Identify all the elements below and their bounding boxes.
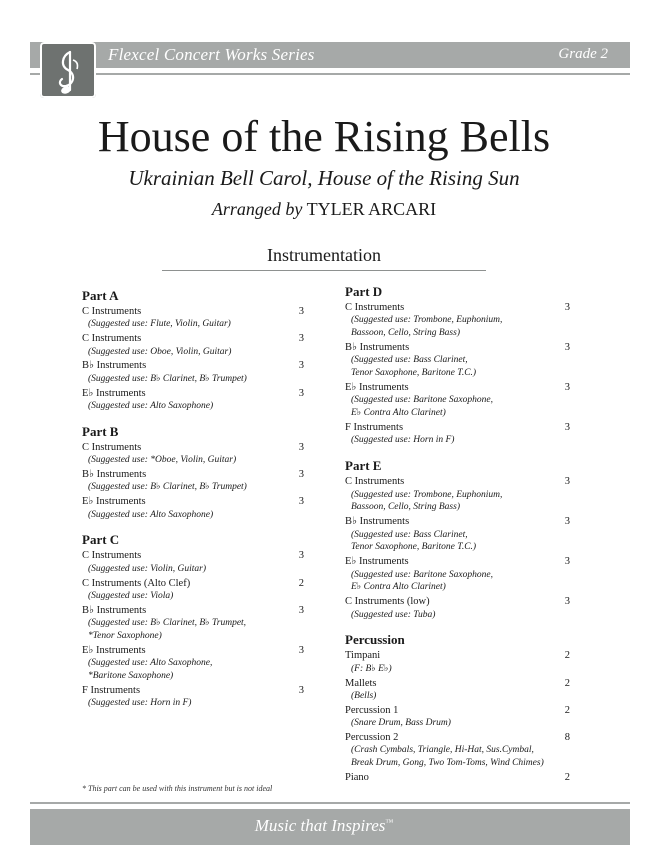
instrument-part — [82, 288, 304, 413]
instrument-row — [82, 332, 304, 345]
instrument-count: 8 — [564, 732, 570, 744]
instrument-row — [82, 549, 304, 562]
instrument-name: Piano — [345, 772, 369, 784]
suggested-use: (Suggested use: Bass Clarinet, Tenor Saxophone, Baritone T.C.) — [351, 355, 477, 379]
instrument-row — [345, 649, 570, 662]
instrument-count: 3 — [564, 596, 570, 608]
instrumentation-right-column — [345, 284, 570, 784]
instrument-name: C Instruments — [82, 550, 142, 562]
series-logo — [40, 42, 96, 98]
instrument-part — [345, 632, 570, 784]
instrument-row — [82, 577, 304, 590]
instrument-row — [82, 359, 304, 372]
instrument-count: 3 — [298, 360, 304, 372]
instrument-count: 3 — [564, 556, 570, 568]
suggested-use: (Suggested use: Violin, Guitar) — [88, 563, 207, 574]
suggested-use: (Snare Drum, Bass Drum) — [351, 718, 451, 729]
instrumentation-left-column — [82, 288, 304, 711]
instrument-name: E♭ Instruments — [82, 644, 146, 656]
suggested-use: (Suggested use: Tuba) — [351, 609, 436, 620]
instrument-name: B♭ Instruments — [82, 360, 147, 372]
instrument-name: F Instruments — [82, 684, 141, 696]
instrument-count: 3 — [298, 469, 304, 481]
series-name: Flexcel Concert Works Series — [108, 45, 315, 64]
instrument-row — [345, 341, 570, 354]
instrument-name: B♭ Instruments — [82, 604, 147, 616]
instrument-row — [82, 604, 304, 617]
instrument-name: Mallets — [345, 677, 377, 689]
instrument-name: E♭ Instruments — [345, 382, 409, 393]
suggested-use: (Suggested use: Flute, Violin, Guitar) — [88, 319, 231, 330]
instrument-count: 3 — [298, 496, 304, 508]
instrument-count: 3 — [298, 644, 304, 656]
part-title: Percussion — [345, 632, 405, 648]
suggested-use: (Suggested use: *Oboe, Violin, Guitar) — [88, 455, 237, 466]
page-title: House of the Rising Bells — [97, 112, 551, 161]
instrument-count: 3 — [298, 333, 304, 345]
instrument-name: B♭ Instruments — [345, 516, 410, 528]
grade-label: Grade 2 — [558, 46, 608, 62]
music-note-clef-icon — [40, 42, 96, 98]
page-subtitle: Ukrainian Bell Carol, House of the Rising Sun — [128, 166, 520, 190]
instrument-part — [345, 458, 570, 621]
instrument-count: 3 — [564, 342, 570, 353]
instrument-count: 3 — [564, 302, 570, 313]
suggested-use: (Suggested use: B♭ Clarinet, B♭ Trumpet, *Tenor Saxophone) — [88, 618, 247, 642]
part-title: Part E — [345, 458, 382, 474]
instrument-count: 3 — [564, 422, 570, 433]
instrument-part — [82, 532, 304, 710]
instrument-count: 3 — [564, 382, 570, 393]
instrument-name: E♭ Instruments — [82, 496, 146, 508]
suggested-use: (Suggested use: Oboe, Violin, Guitar) — [88, 346, 232, 357]
instrument-row — [345, 555, 570, 568]
instrument-row — [82, 441, 304, 454]
instrument-count: 2 — [298, 577, 304, 589]
instrument-part — [345, 284, 570, 447]
instrument-row — [345, 677, 570, 690]
instrument-count: 3 — [298, 604, 304, 616]
suggested-use: (Suggested use: Viola) — [88, 591, 174, 602]
part-title: Part A — [82, 288, 119, 303]
part-title: Part D — [345, 284, 383, 299]
instrument-name: C Instruments (Alto Clef) — [82, 577, 191, 589]
arranger-line — [0, 199, 648, 220]
instrument-name: B♭ Instruments — [345, 342, 410, 353]
instrument-count: 3 — [298, 387, 304, 399]
trademark-mark: ™ — [385, 817, 394, 827]
header-rule — [30, 73, 630, 75]
instrument-name: E♭ Instruments — [82, 387, 146, 399]
part-title: Part C — [82, 532, 120, 548]
suggested-use: (Suggested use: Bass Clarinet, Tenor Saxophone, Baritone T.C.) — [351, 529, 477, 553]
instrument-count: 3 — [564, 516, 570, 528]
instrument-row — [345, 381, 570, 394]
instrument-row — [82, 468, 304, 481]
instrument-row — [345, 731, 570, 744]
instrument-row — [345, 771, 570, 784]
suggested-use: (Suggested use: Alto Saxophone) — [88, 509, 214, 520]
instrument-row — [345, 595, 570, 608]
instrument-row — [345, 301, 570, 314]
instrument-count: 3 — [298, 684, 304, 696]
instrument-row — [82, 644, 304, 657]
suggested-use: (Bells) — [351, 691, 377, 702]
instrument-row — [345, 475, 570, 488]
instrumentation-rule — [162, 270, 486, 271]
suggested-use: (Suggested use: Alto Saxophone, *Baritone Saxophone) — [88, 658, 213, 682]
suggested-use: (Suggested use: Baritone Saxophone, E♭ Contra Alto Clarinet) — [351, 569, 493, 593]
instrument-row — [82, 387, 304, 400]
instrument-name: F Instruments — [345, 422, 404, 433]
suggested-use: (Crash Cymbals, Triangle, Hi-Hat, Sus.Cymbal, Break Drum, Gong, Two Tom-Toms, Wind Chimes) — [351, 745, 544, 769]
instrument-name: E♭ Instruments — [345, 556, 409, 568]
suggested-use: (Suggested use: B♭ Clarinet, B♭ Trumpet) — [88, 373, 247, 384]
motto-text: Music that Inspires — [254, 816, 386, 835]
instrument-row — [82, 305, 304, 318]
instrument-row — [345, 515, 570, 528]
instrument-count: 3 — [564, 476, 570, 488]
suggested-use: (Suggested use: Horn in F) — [351, 435, 455, 446]
instrument-name: B♭ Instruments — [82, 469, 147, 481]
suggested-use: (Suggested use: Trombone, Euphonium, Bassoon, Cello, String Bass) — [351, 489, 503, 513]
instrument-name: C Instruments — [82, 441, 142, 453]
instrument-name: Percussion 1 — [345, 704, 399, 716]
suggested-use: (Suggested use: Trombone, Euphonium, Bassoon, Cello, String Bass) — [351, 315, 503, 339]
instrument-name: Percussion 2 — [345, 732, 399, 744]
instrument-count: 2 — [564, 677, 570, 689]
footer-motto — [0, 816, 648, 836]
instrument-name: C Instruments — [82, 333, 142, 345]
part-title: Part B — [82, 423, 119, 439]
instrument-name: C Instruments — [345, 302, 405, 313]
instrument-row — [82, 684, 304, 697]
instrument-count: 2 — [564, 704, 570, 716]
footer-rule — [30, 802, 630, 804]
instrument-count: 3 — [298, 441, 304, 453]
arranger-name: TYLER ARCARI — [306, 199, 437, 219]
instrument-count: 2 — [564, 650, 570, 662]
instrument-row — [345, 421, 570, 434]
instrument-count: 3 — [298, 306, 304, 317]
instrument-row — [345, 704, 570, 717]
instrumentation-heading: Instrumentation — [267, 245, 381, 265]
instrument-name: Timpani — [345, 650, 381, 662]
instrument-part — [82, 424, 304, 522]
suggested-use: (Suggested use: Baritone Saxophone, E♭ Contra Alto Clarinet) — [351, 395, 493, 419]
arranger-prefix: Arranged by — [211, 199, 303, 219]
instrument-count: 3 — [298, 550, 304, 562]
instrument-count: 2 — [564, 772, 570, 784]
suggested-use: (Suggested use: Horn in F) — [88, 698, 192, 709]
suggested-use: (F: B♭ E♭) — [351, 663, 392, 674]
instrument-name: C Instruments — [82, 306, 142, 317]
suggested-use: (Suggested use: Alto Saxophone) — [88, 401, 214, 412]
instrument-name: C Instruments — [345, 476, 405, 488]
instrument-name: C Instruments (low) — [345, 596, 430, 608]
suggested-use: (Suggested use: B♭ Clarinet, B♭ Trumpet) — [88, 482, 247, 493]
instrument-row — [82, 495, 304, 508]
footnote: * This part can be used with this instrument but is not ideal — [82, 784, 273, 793]
